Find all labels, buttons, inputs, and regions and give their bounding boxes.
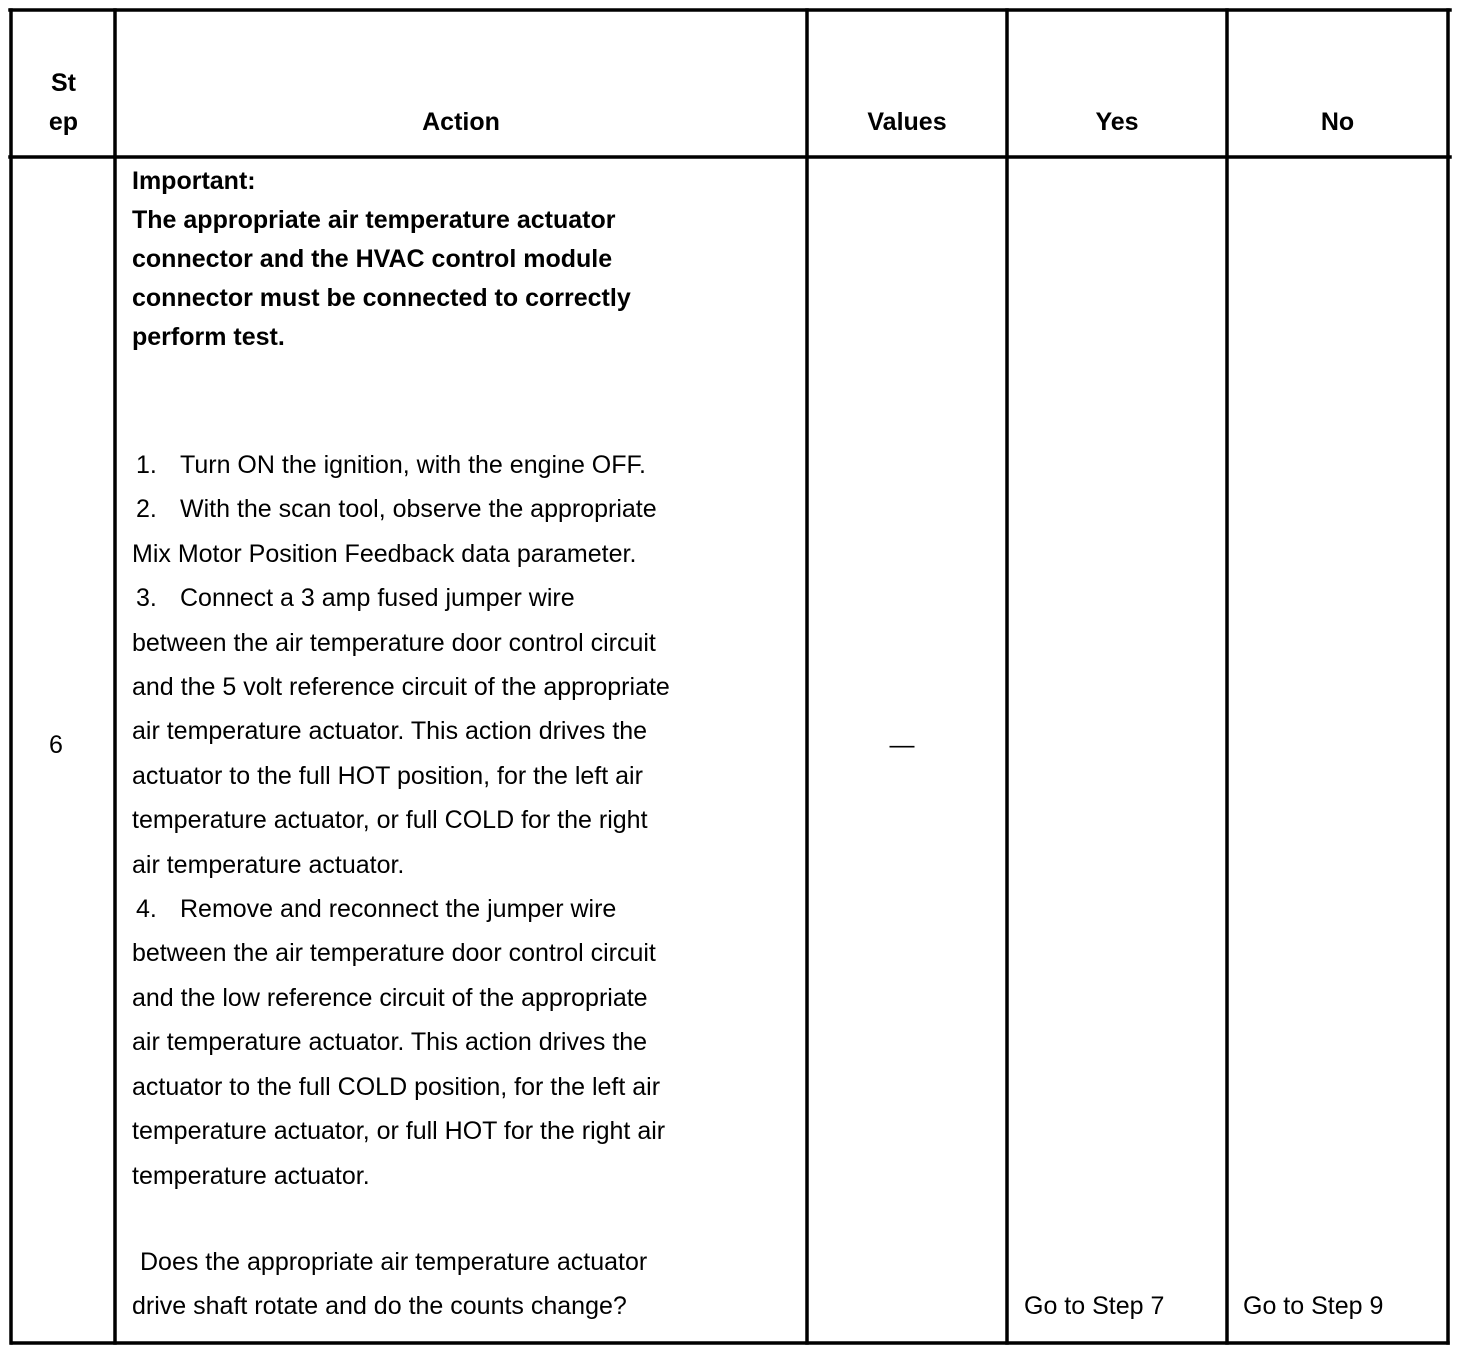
step-text-line: temperature actuator, or full HOT for the right air (132, 1117, 666, 1146)
step-index: 1. (136, 451, 157, 479)
header-step (12, 64, 115, 142)
step-text: With the scan tool, observe the appropriate (180, 495, 657, 524)
step-text-line: actuator to the full HOT position, for the left air (132, 761, 643, 790)
important-line: The appropriate air temperature actuator (132, 206, 616, 234)
step-text-line: air temperature actuator. (132, 850, 405, 879)
important-note (132, 201, 802, 357)
step-index: 2. (136, 495, 157, 524)
procedure-step-4 (132, 887, 802, 1198)
step-text: Connect a 3 amp fused jumper wire (180, 584, 575, 613)
step-text-line: and the 5 volt reference circuit of the appropriate (132, 673, 670, 702)
important-line: perform test. (132, 323, 285, 351)
procedure-step-3 (132, 576, 802, 887)
yes-result: Go to Step 7 (1024, 1292, 1165, 1320)
important-line: connector must be connected to correctly (132, 284, 631, 312)
values-cell: — (889, 731, 915, 759)
header-action: Action (422, 108, 500, 136)
step-text-line: Mix Motor Position Feedback data parameter. (132, 539, 637, 568)
no-result: Go to Step 9 (1243, 1292, 1384, 1320)
step-index: 4. (136, 895, 157, 924)
procedure-steps (132, 443, 802, 1198)
step-text-line: between the air temperature door control circuit (132, 939, 656, 968)
procedure-step-2 (132, 487, 802, 576)
step-text-line: between the air temperature door control circuit (132, 628, 656, 657)
question-line: Does the appropriate air temperature actuator (140, 1248, 648, 1276)
header-step-line2: ep (48, 108, 79, 136)
important-label: Important: (132, 167, 256, 195)
step-text-line: temperature actuator, or full COLD for the right (132, 806, 648, 835)
step-text-line: air temperature actuator. This action drives the (132, 1028, 648, 1057)
step-number: 6 (49, 731, 63, 759)
step-text-line: actuator to the full COLD position, for the left air (132, 1072, 661, 1101)
step-text-line: temperature actuator. (132, 1161, 370, 1190)
question-line: drive shaft rotate and do the counts change? (132, 1292, 627, 1321)
important-line: connector and the HVAC control module (132, 245, 613, 273)
step-text: Remove and reconnect the jumper wire (180, 895, 617, 924)
step-text-line: air temperature actuator. This action drives the (132, 717, 648, 746)
procedure-step-1 (132, 443, 802, 487)
step-text-line: and the low reference circuit of the appropriate (132, 983, 648, 1012)
step-text: Turn ON the ignition, with the engine OFF. (180, 451, 646, 479)
header-no: No (1320, 108, 1355, 136)
step-index: 3. (136, 584, 157, 613)
action-cell (132, 162, 802, 357)
header-step-line1: St (51, 69, 76, 97)
header-yes: Yes (1095, 108, 1139, 136)
question (132, 1240, 802, 1329)
header-values: Values (867, 108, 947, 136)
